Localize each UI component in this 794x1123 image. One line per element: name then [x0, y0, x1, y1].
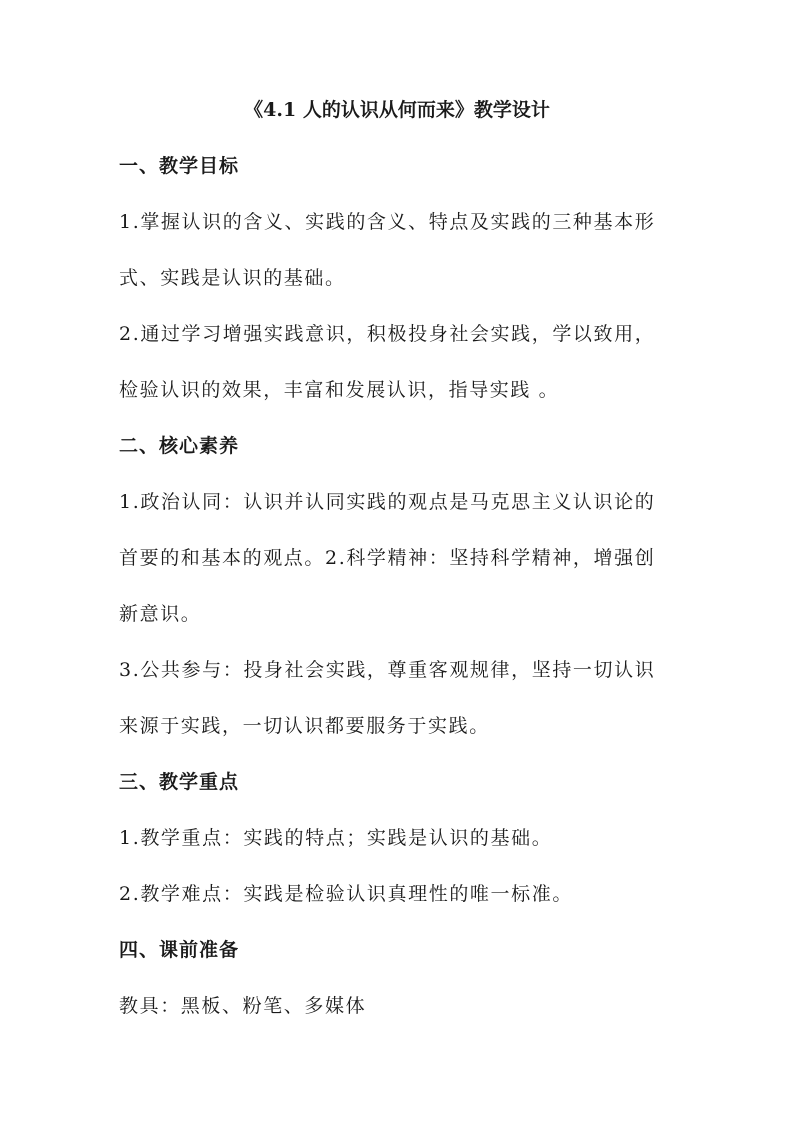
section-heading-teaching-goals: 一、教学目标 [119, 155, 240, 177]
paragraph-line: 2.通过学习增强实践意识，积极投身社会实践，学以致用， [119, 323, 656, 345]
paragraph-line: 式、实践是认识的基础。 [119, 267, 346, 289]
section-heading-preparation: 四、课前准备 [119, 939, 240, 961]
paragraph-line: 1.教学重点：实践的特点；实践是认识的基础。 [119, 827, 553, 849]
paragraph-line: 1.政治认同：认识并认同实践的观点是马克思主义认识论的 [119, 491, 656, 513]
paragraph-line: 3.公共参与：投身社会实践，尊重客观规律，坚持一切认识 [119, 659, 656, 681]
paragraph-line: 检验认识的效果，丰富和发展认识，指导实践 。 [119, 379, 560, 401]
paragraph-line: 2.教学难点：实践是检验认识真理性的唯一标准。 [119, 883, 573, 905]
section-heading-core-literacy: 二、核心素养 [119, 435, 240, 457]
paragraph-line: 教具：黑板、粉笔、多媒体 [119, 995, 367, 1017]
paragraph-line: 来源于实践，一切认识都要服务于实践。 [119, 715, 490, 737]
paragraph-line: 1.掌握认识的含义、实践的含义、特点及实践的三种基本形 [119, 211, 656, 233]
paragraph-line: 新意识。 [119, 603, 202, 625]
paragraph-line: 首要的和基本的观点。2.科学精神：坚持科学精神，增强创 [119, 547, 656, 569]
document-title: 《4.1 人的认识从何而来》教学设计 [244, 99, 550, 121]
section-heading-key-points: 三、教学重点 [119, 771, 240, 793]
